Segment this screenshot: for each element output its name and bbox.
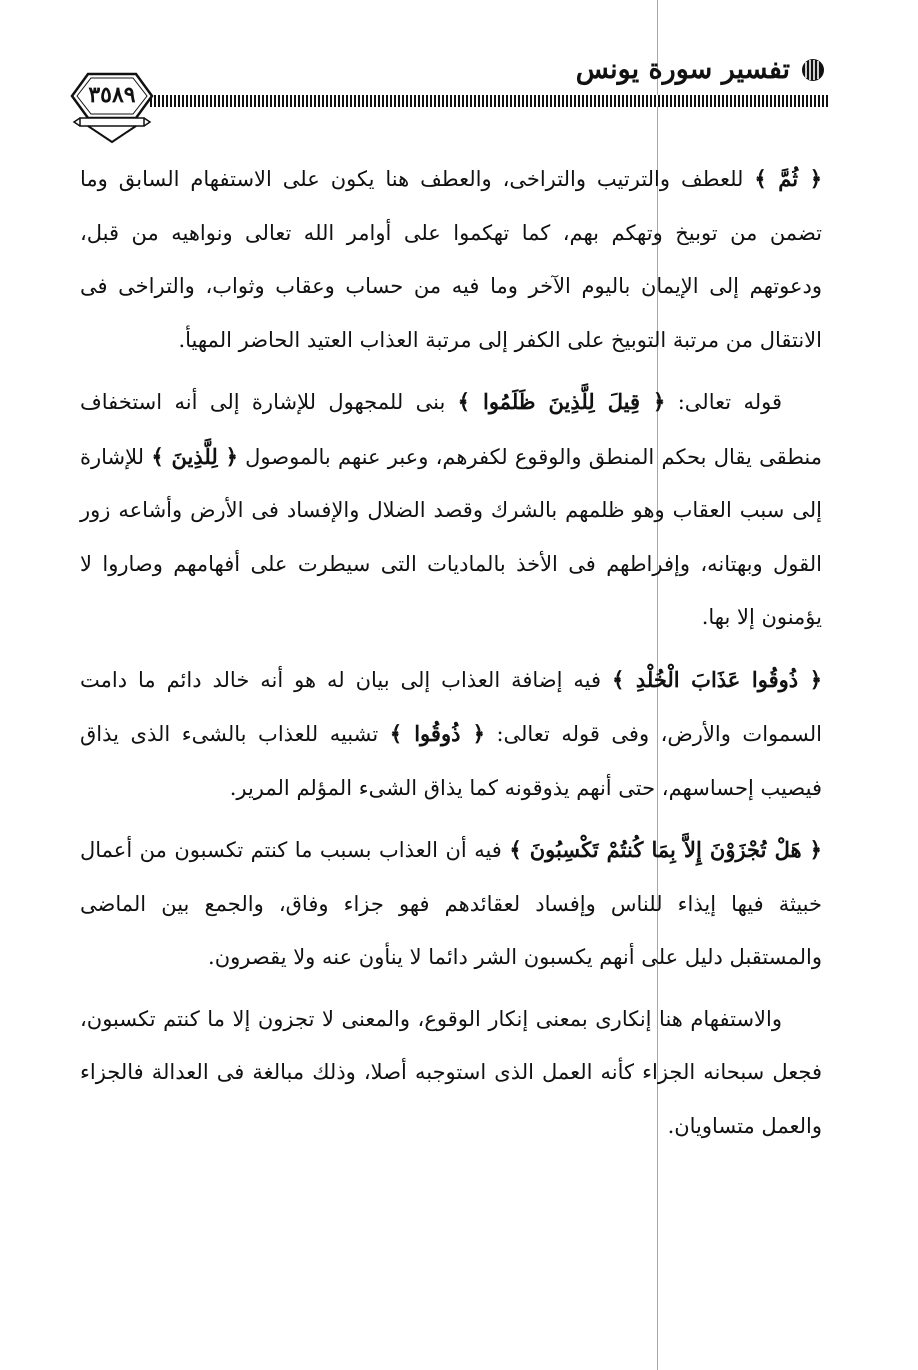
paragraph-1 [80,152,822,367]
quran-verse: ﴿ ذُوقُوا ﴾ [389,721,485,746]
commentary-text: قوله تعالى: [665,390,782,414]
paragraph-5 [80,993,822,1154]
commentary-text: للعطف والترتيب والتراخى، والعطف هنا يكون على الاستفهام السابق وما تضمن من توبيخ وتهكم بهم، كما تهكموا على أوامر الله تعالى ونواهيه من قبل، ودعوتهم إلى الإيمان باليوم الآخر وما فيه من حساب وعقاب وثواب، والتراخى فى الانتقال من مرتبة التوبيخ على الكفر إلى مرتبة العذاب العتيد الحاضر المهيأ. [80,167,822,352]
commentary-text: بنى للمجهول للإشارة إلى أنه استخفاف منطقى يقال بحكم المنطق والوقوع لكفرهم، وعبر عنهم بالموصول [80,390,823,469]
paragraph-3 [80,653,822,816]
header-rule [150,95,830,107]
paragraph-2 [80,375,822,645]
page-number: ٣٥٨٩ [88,82,136,108]
quran-verse: ﴿ ذُوقُوا عَذَابَ الْخُلْدِ ﴾ [611,666,822,692]
header-title: تفسير سورة يونس [575,54,790,85]
commentary-text: تشبيه للعذاب بالشىء الذى يذاق فيصيب إحساسهم، حتى أنهم يذوقونه كما يذاق الشىء المؤلم المرير. [80,722,822,800]
commentary-text: فيه أن العذاب بسبب ما كنتم تكسبون من أعمال خبيثة فيها إيذاء للناس وإفساد لعقائدهم فهو جزاء وفاق، والجمع بين الماضى والمستقبل دليل على أنهم يكسبون الشر دائما لا ينأون عنه ولا يقصرون. [80,838,822,969]
page-body [80,152,822,1161]
commentary-text: فيه إضافة العذاب إلى بيان له هو أنه خالد دائم ما دامت السموات والأرض، وفى قوله تعالى: [80,667,822,746]
quran-verse: ﴿ هَلْ تُجْزَوْنَ إِلاَّ بِمَا كُنتُمْ تَكْسِبُونَ ﴾ [509,837,822,862]
ornament-icon [800,57,826,83]
quran-verse: ﴿ قِيلَ لِلَّذِينَ ظَلَمُوا ﴾ [457,389,666,414]
commentary-text: للإشارة إلى سبب العقاب وهو ظلمهم بالشرك وقصد الضلال والإفساد فى الأرض وأشاعه زور القول وبهتانه، وإفراطهم فى الأخذ بالماديات التى سيطرت على أفهامهم وصاروا لا يؤمنون إلا بها. [80,444,822,629]
page-number-badge [68,66,156,144]
quran-verse: ﴿ لِلَّذِينَ ﴾ [151,443,238,469]
commentary-text: والاستفهام هنا إنكارى بمعنى إنكار الوقوع، والمعنى لا تجزون إلا ما كنتم تكسبون، فجعل سبحانه الجزاء كأنه العمل الذى استوجبه أصلا، وذلك مبالغة فى العدالة فالجزاء والعمل متساويان. [80,1006,822,1138]
paragraph-4 [80,823,822,985]
quran-verse: ﴿ ثُمَّ ﴾ [754,166,822,191]
page-header [0,0,918,150]
